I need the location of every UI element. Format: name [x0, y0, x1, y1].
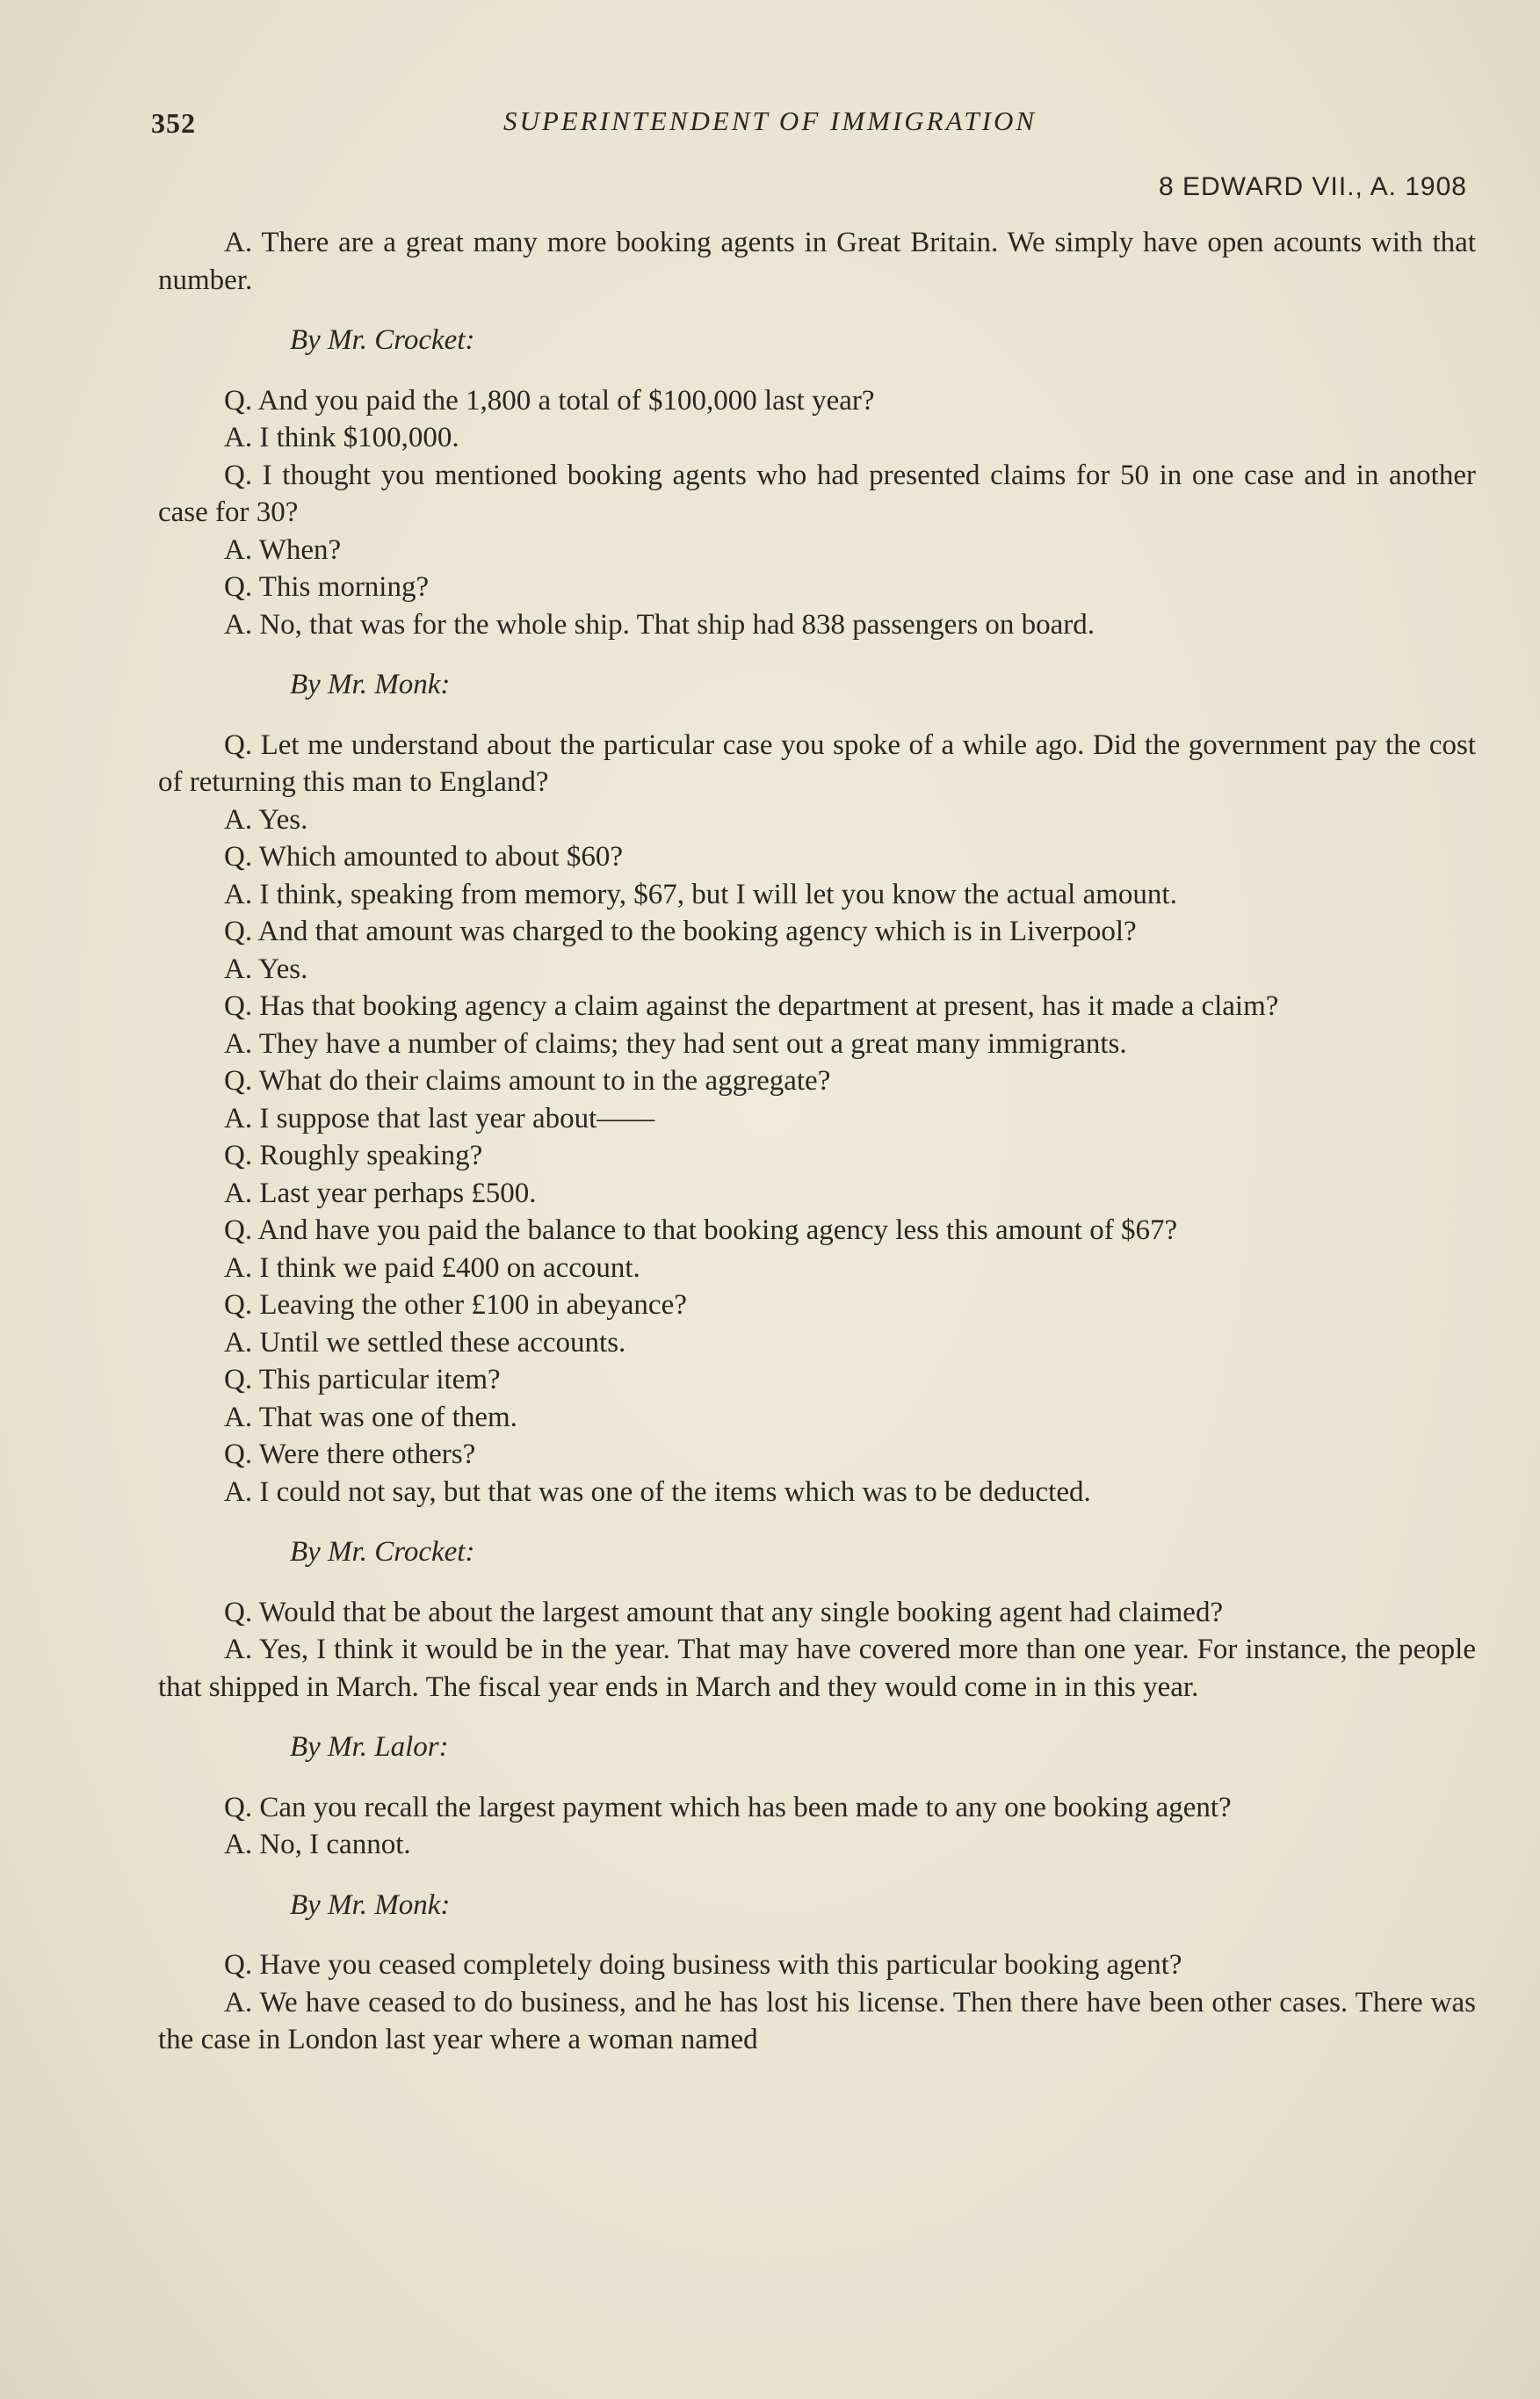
transcript-paragraph: Q. Can you recall the largest payment which has been made to any one booking agent?	[224, 1791, 1232, 1823]
speaker-heading: By Mr. Monk:	[290, 669, 451, 700]
transcript-paragraph: A. There are a great many more booking agents in Great Britain. We simply have open acounts with that number.	[158, 227, 1476, 296]
transcript-paragraph: A. When?	[224, 533, 342, 566]
transcript-paragraph: A. Until we settled these accounts.	[224, 1326, 626, 1359]
transcript-paragraph: A. I could not say, but that was one of the items which was to be deducted.	[224, 1475, 1091, 1508]
transcript-paragraph: Q. This particular item?	[224, 1364, 501, 1395]
transcript-paragraph: A. They have a number of claims; they had sent out a great many immigrants.	[224, 1027, 1127, 1060]
transcript-paragraph: A. Yes.	[224, 803, 308, 836]
transcript-paragraph: A. Last year perhaps £500.	[224, 1177, 537, 1209]
transcript-paragraph: A. I think, speaking from memory, $67, but I will let you know the actual amount.	[224, 878, 1177, 910]
transcript-paragraph: Q. Leaving the other £100 in abeyance?	[224, 1289, 687, 1321]
transcript-paragraph: A. That was one of them.	[224, 1401, 517, 1433]
transcript-paragraph: Q. And you paid the 1,800 a total of $100,000 last year?	[224, 384, 875, 417]
speaker-heading: By Mr. Monk:	[290, 1888, 451, 1921]
transcript-paragraph: Q. This morning?	[224, 571, 430, 603]
transcript-paragraph: Q. I thought you mentioned booking agents who had presented claims for 50 in one case and in another case for 30?	[158, 459, 1476, 528]
transcript-paragraph: Q. What do their claims amount to in the aggregate?	[224, 1065, 831, 1097]
transcript-paragraph: Q. Roughly speaking?	[224, 1140, 483, 1171]
transcript-paragraph: A. I think we paid £400 on account.	[224, 1251, 640, 1284]
session-label: 8 EDWARD VII., A. 1908	[1158, 172, 1467, 201]
speaker-heading: By Mr. Crocket:	[290, 324, 475, 356]
transcript-paragraph: A. Yes.	[224, 953, 308, 985]
transcript-paragraph: Q. Were there others?	[224, 1439, 476, 1470]
transcript-paragraph: Q. And that amount was charged to the booking agency which is in Liverpool?	[224, 916, 1137, 947]
transcript-paragraph: Q. And have you paid the balance to that booking agency less this amount of $67?	[224, 1214, 1178, 1246]
transcript-paragraph: A. No, I cannot.	[224, 1829, 411, 1860]
transcript-paragraph: Q. Has that booking agency a claim against the department at present, has it made a claim?	[224, 990, 1279, 1022]
page-number: 352	[151, 107, 196, 139]
speaker-heading: By Mr. Lalor:	[290, 1731, 449, 1763]
speaker-heading: By Mr. Crocket:	[290, 1536, 475, 1568]
transcript-paragraph: A. I suppose that last year about——	[224, 1102, 655, 1134]
transcript-paragraph: A. I think $100,000.	[224, 422, 459, 453]
transcript-paragraph: Q. Have you ceased completely doing business with this particular booking agent?	[224, 1949, 1182, 1981]
transcript-paragraph: A. No, that was for the whole ship. That ship had 838 passengers on board.	[224, 608, 1095, 641]
transcript-body	[158, 224, 1476, 2059]
running-title: SUPERINTENDENT OF IMMIGRATION	[502, 105, 1038, 136]
transcript-paragraph: Q. Let me understand about the particular case you spoke of a while ago. Did the government pay the cost of returning this man to England?	[158, 728, 1476, 798]
transcript-paragraph: Q. Would that be about the largest amount that any single booking agent had claimed?	[224, 1596, 1224, 1628]
transcript-paragraph: A. Yes, I think it would be in the year. That may have covered more than one year. For instance, the people that shipped in March. The fiscal year ends in March and they would come in in this year.	[158, 1634, 1476, 1703]
transcript-paragraph: Q. Which amounted to about $60?	[224, 841, 623, 873]
transcript-paragraph: A. We have ceased to do business, and he has lost his license. Then there have been other cases. There was the case in London last year where a woman named	[158, 1986, 1476, 2055]
